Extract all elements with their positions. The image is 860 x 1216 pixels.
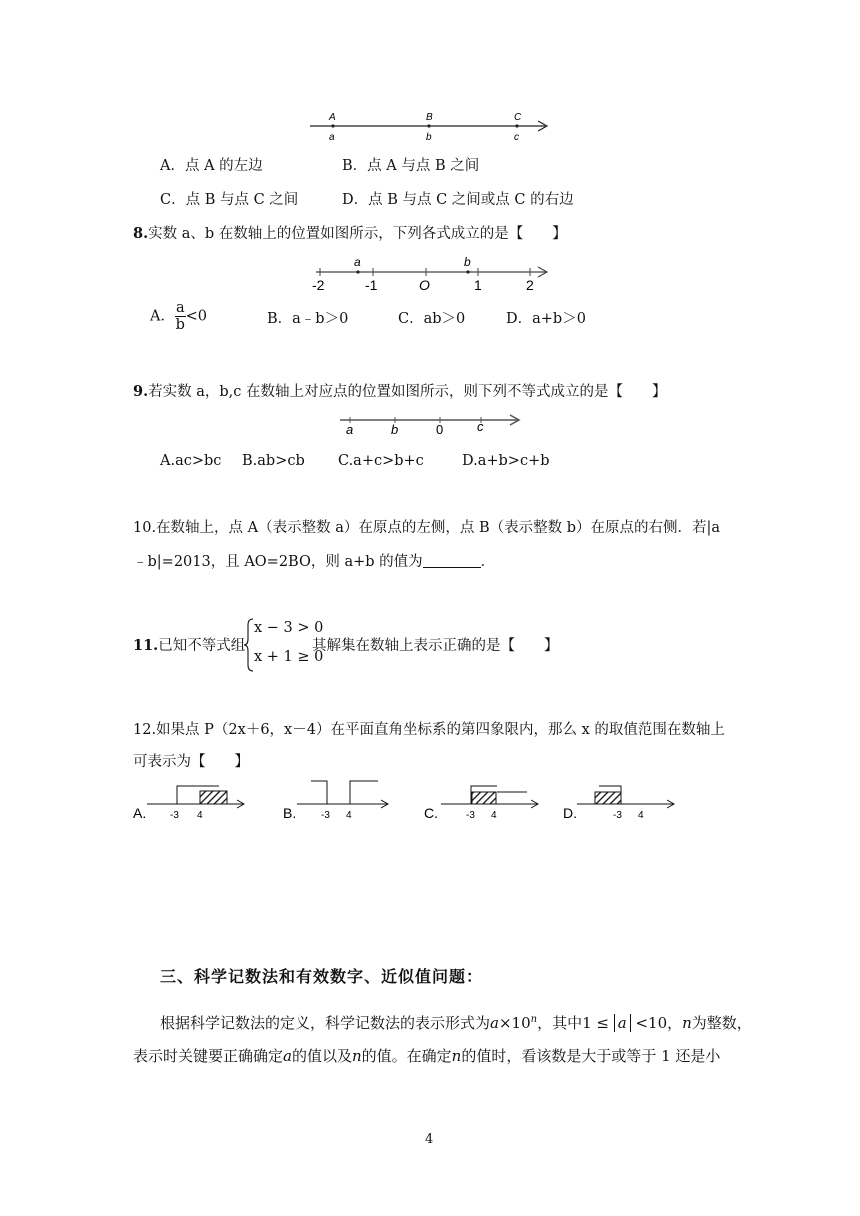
q12-figure-a <box>133 786 244 821</box>
q9-option-a: A.ac>bc <box>160 453 222 469</box>
q12-c-tick-4: 4 <box>491 810 497 821</box>
paragraph-text: 的值。在确定 <box>361 1047 452 1065</box>
fig7-label-c: c <box>514 132 519 143</box>
q9-text: 若实数 a，b,c 在数轴上对应点的位置如图所示，则下列不等式成立的是【 】 <box>148 384 667 400</box>
q8-option-a <box>150 300 207 333</box>
q8-question <box>133 224 567 244</box>
paragraph-text: 表示时关键要正确确定 <box>133 1047 284 1065</box>
q9-label-c: c <box>477 419 484 434</box>
q10-line2-end: ． <box>480 554 496 570</box>
q12-line2: 可表示为【 】 <box>133 754 249 770</box>
q12-option-b-label: B. <box>283 805 297 821</box>
paragraph-text: ，其中1 ≤ <box>537 1014 614 1032</box>
q12-c-tick-neg3: -3 <box>466 810 475 821</box>
q12-option-a-label: A. <box>133 805 147 821</box>
q8-tick-neg1: -1 <box>365 277 378 293</box>
q10-line1: 10.在数轴上，点 A（表示整数 a）在原点的左侧，点 B（表示整数 b）在原点的右侧．若|a <box>133 520 721 536</box>
var-n: n <box>682 1014 692 1032</box>
q11-number: 11. <box>133 637 159 654</box>
q11-question <box>133 636 245 656</box>
page-number: 4 <box>425 1132 434 1147</box>
formula-times-ten: ×10 <box>498 1014 531 1032</box>
q12-option-d-label: D. <box>563 805 577 821</box>
q9-number-line <box>336 408 526 438</box>
q9-option-d: D.a+b>c+b <box>462 453 550 469</box>
q8-text: 实数 a、b 在数轴上的位置如图所示，下列各式成立的是【 】 <box>148 226 567 242</box>
q11-post: 其解集在数轴上表示正确的是【 】 <box>312 638 559 654</box>
q7-option-a: A．点 A 的左边 <box>160 158 263 174</box>
section-paragraph-line1 <box>160 1010 752 1033</box>
q12-figure-b <box>283 781 388 821</box>
q12-figure-d <box>563 786 674 821</box>
q8-option-d: D．a+b＞0 <box>506 311 586 327</box>
var-n: n <box>351 1047 362 1065</box>
q12-figure-c <box>424 786 538 821</box>
q8-tick-2: 2 <box>526 277 534 293</box>
q12-d-tick-4: 4 <box>638 810 644 821</box>
var-a: a <box>283 1047 292 1065</box>
q10-line2-text: ﹣b|=2013，且 AO=2BO，则 a+b 的值为 <box>133 554 423 570</box>
q9-number: 9. <box>133 383 149 400</box>
q8-point-a: a <box>354 255 361 269</box>
formula-exponent-n: n <box>530 1014 538 1025</box>
q11-inequality-2: x + 1 ≥ 0 <box>254 649 324 665</box>
fig7-label-b: b <box>426 132 432 143</box>
paragraph-text: 的值以及 <box>291 1047 352 1065</box>
formula-a: a <box>490 1014 499 1032</box>
q7-number-line <box>305 106 555 148</box>
fig7-label-A: A <box>329 112 336 123</box>
q12-option-c-label: C. <box>424 805 438 821</box>
q12-a-tick-4: 4 <box>197 810 203 821</box>
q7-option-c: C．点 B 与点 C 之间 <box>160 192 299 208</box>
q8-number: 8. <box>133 225 149 242</box>
q8-option-a-suffix: <0 <box>185 308 208 325</box>
q12-d-tick-neg3: -3 <box>613 810 622 821</box>
q10-line2 <box>133 552 495 572</box>
q8-option-a-prefix: A． <box>150 308 175 325</box>
q9-label-0: 0 <box>436 422 444 437</box>
section-paragraph-line2 <box>133 1046 720 1066</box>
q7-option-b: B．点 A 与点 B 之间 <box>342 158 480 174</box>
q8-option-b: B．a﹣b＞0 <box>267 311 349 327</box>
absolute-value <box>614 1014 631 1032</box>
paragraph-text: 为整数， <box>691 1014 752 1032</box>
q9-option-c: C.a+c>b+c <box>338 453 424 469</box>
paragraph-text: <10， <box>630 1014 683 1032</box>
fig7-label-C: C <box>514 112 522 123</box>
q12-a-tick-neg3: -3 <box>170 810 179 821</box>
q12-line1: 12.如果点 P（2x＋6，x－4）在平面直角坐标系的第四象限内，那么 x 的取值范围在数轴上 <box>133 722 725 738</box>
q11-pre: 已知不等式组 <box>158 638 246 654</box>
paragraph-text: 的值时，看该数是大于或等于 1 还是小 <box>461 1047 721 1065</box>
q8-point-b: b <box>464 255 471 269</box>
q8-option-a-fraction <box>175 300 186 333</box>
q10-answer-blank[interactable] <box>423 553 481 568</box>
fig7-label-B: B <box>426 112 433 123</box>
q12-b-tick-neg3: -3 <box>321 810 330 821</box>
q9-label-b: b <box>391 422 399 437</box>
section-title: 三、科学记数法和有效数字、近似值问题： <box>160 967 484 986</box>
q12-b-tick-4: 4 <box>346 810 352 821</box>
fig7-label-a: a <box>329 132 335 143</box>
q8-tick-origin: O <box>419 277 430 293</box>
q9-question <box>133 382 667 402</box>
q11-inequality-1: x − 3 > 0 <box>254 620 324 636</box>
fraction-numerator: a <box>175 300 185 316</box>
q8-option-c: C．ab＞0 <box>398 311 466 327</box>
q9-label-a: a <box>346 422 354 437</box>
q8-number-line <box>310 252 555 294</box>
fraction-denominator: b <box>175 317 185 333</box>
paragraph-text: 根据科学记数法的定义，科学记数法的表示形式为 <box>160 1014 491 1032</box>
var-n: n <box>451 1047 462 1065</box>
q7-option-d: D．点 B 与点 C 之间或点 C 的右边 <box>342 192 574 208</box>
abs-var-a: a <box>617 1014 627 1032</box>
q8-tick-1: 1 <box>474 277 482 293</box>
q12-option-figures <box>125 772 685 824</box>
q9-option-b: B.ab>cb <box>242 453 305 469</box>
q8-tick-neg2: -2 <box>312 277 325 293</box>
